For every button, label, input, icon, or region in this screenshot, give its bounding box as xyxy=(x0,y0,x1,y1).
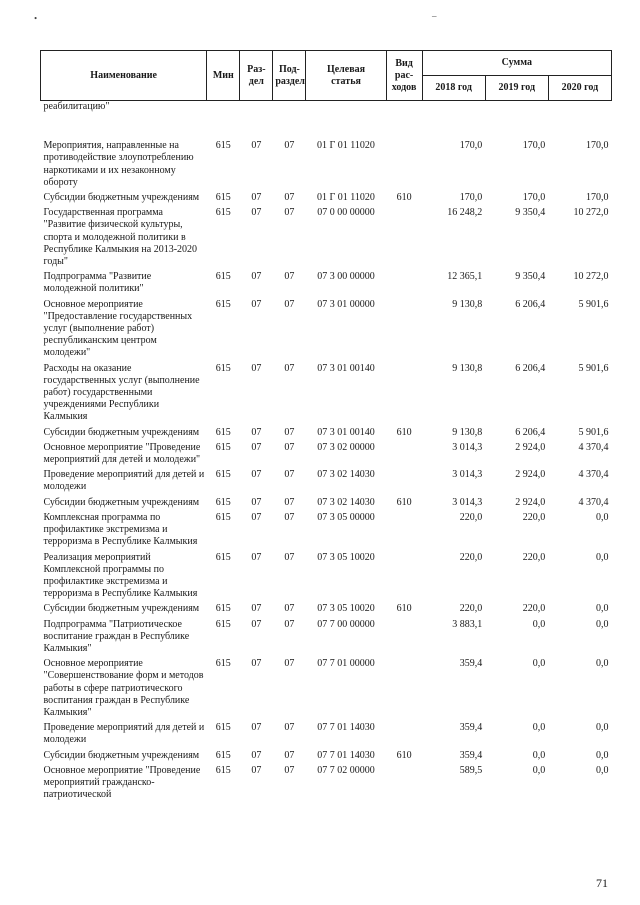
row-razdel: 07 xyxy=(251,749,262,761)
row-razdel: 07 xyxy=(251,551,262,563)
table-row xyxy=(41,657,612,721)
row-name: Основное мероприятие "Предоставление государственных услуг (выполнение работ) республиканским центром молодежи" xyxy=(43,298,193,359)
row-vid xyxy=(386,468,422,495)
row-sum-2018: 359,4 xyxy=(459,722,483,734)
row-sum-2018: 220,0 xyxy=(459,551,483,563)
row-sum-2019: 220,0 xyxy=(522,603,546,615)
row-razdel: 07 xyxy=(251,271,262,283)
row-celevaya: 01 Г 01 11020 xyxy=(317,192,375,204)
row-min: 615 xyxy=(215,511,231,523)
row-vid: 610 xyxy=(396,192,412,204)
row-sum-2020: 0,0 xyxy=(596,749,609,761)
row-sum-2020: 10 272,0 xyxy=(573,207,609,219)
row-sum-2020: 0,0 xyxy=(596,551,609,563)
table-row xyxy=(41,468,612,495)
row-sum-2020: 5 901,6 xyxy=(578,426,609,438)
row-celevaya: 07 3 02 00000 xyxy=(317,441,375,453)
row-celevaya: 07 7 02 00000 xyxy=(317,764,375,776)
row-min: 615 xyxy=(215,362,231,374)
row-name: Основное мероприятие "Проведение мероприятий гражданско-патриотической xyxy=(43,764,201,801)
row-vid xyxy=(386,139,422,191)
row-podrazdel: 07 xyxy=(284,658,295,670)
row-sum-2018: 9 130,8 xyxy=(452,426,483,438)
row-celevaya: 07 3 01 00000 xyxy=(317,298,375,310)
row-sum-2020: 0,0 xyxy=(596,658,609,670)
row-celevaya: 07 7 01 00000 xyxy=(317,658,375,670)
row-vid xyxy=(386,441,422,468)
row-sum-2019: 6 206,4 xyxy=(515,298,546,310)
header-razdel: Раз- дел xyxy=(240,51,273,101)
row-celevaya: 07 7 01 14030 xyxy=(317,749,375,761)
row-razdel: 07 xyxy=(251,618,262,630)
row-sum-2020: 0,0 xyxy=(596,618,609,630)
row-vid xyxy=(386,657,422,721)
table-row xyxy=(41,721,612,748)
row-sum-2018: 170,0 xyxy=(459,140,483,152)
row-name: Комплексная программа по профилактике экстремизма и терроризма в Республике Калмыкия xyxy=(43,511,198,548)
row-vid xyxy=(386,298,422,362)
header-2020: 2020 год xyxy=(548,76,611,101)
table-row xyxy=(41,298,612,362)
row-name: Субсидии бюджетным учреждениям xyxy=(43,426,200,438)
header-2019: 2019 год xyxy=(485,76,548,101)
row-sum-2018: 12 365,1 xyxy=(447,271,483,283)
header-name: Наименование xyxy=(41,51,207,101)
row-min: 615 xyxy=(215,140,231,152)
row-podrazdel: 07 xyxy=(284,551,295,563)
row-podrazdel: 07 xyxy=(284,441,295,453)
row-sum-2019: 6 206,4 xyxy=(515,362,546,374)
row-name: Расходы на оказание государственных услуг (выполнение работ) государственными учреждениями Республики Калмыкия xyxy=(43,362,200,423)
row-vid xyxy=(386,618,422,658)
row-razdel: 07 xyxy=(251,496,262,508)
row-sum-2018: 170,0 xyxy=(459,192,483,204)
row-min: 615 xyxy=(215,496,231,508)
row-sum-2019: 220,0 xyxy=(522,511,546,523)
row-sum-2019: 6 206,4 xyxy=(515,426,546,438)
row-razdel: 07 xyxy=(251,298,262,310)
row-podrazdel: 07 xyxy=(284,207,295,219)
row-min: 615 xyxy=(215,749,231,761)
row-sum-2018: 589,5 xyxy=(459,764,483,776)
row-vid xyxy=(386,270,422,297)
row-sum-2020: 170,0 xyxy=(586,192,609,204)
row-vid: 610 xyxy=(396,496,412,508)
row-sum-2020: 10 272,0 xyxy=(573,271,609,283)
row-sum-2020: 4 370,4 xyxy=(578,441,609,453)
row-celevaya: 07 3 00 00000 xyxy=(317,271,375,283)
row-celevaya: 07 3 01 00140 xyxy=(317,426,375,438)
scan-dash: – xyxy=(432,11,437,21)
row-min: 615 xyxy=(215,658,231,670)
row-min: 615 xyxy=(215,207,231,219)
table-row xyxy=(41,496,612,511)
row-vid xyxy=(386,362,422,426)
row-sum-2020: 5 901,6 xyxy=(578,298,609,310)
row-podrazdel: 07 xyxy=(284,469,295,481)
row-sum-2019: 0,0 xyxy=(532,618,546,630)
row-vid xyxy=(386,551,422,603)
row-name: Основное мероприятие "Проведение мероприятий для детей и молодежи" xyxy=(43,441,201,466)
row-podrazdel: 07 xyxy=(284,362,295,374)
row-sum-2020: 4 370,4 xyxy=(578,496,609,508)
row-sum-2018: 3 014,3 xyxy=(452,469,483,481)
row-podrazdel: 07 xyxy=(284,511,295,523)
row-vid xyxy=(386,206,422,270)
row-min: 615 xyxy=(215,426,231,438)
row-razdel: 07 xyxy=(251,192,262,204)
row-podrazdel: 07 xyxy=(284,496,295,508)
row-name: Подпрограмма "Развитие молодежной политики" xyxy=(43,271,152,295)
table-body xyxy=(41,101,612,804)
row-sum-2020: 170,0 xyxy=(586,140,609,152)
row-vid xyxy=(386,721,422,748)
row-razdel: 07 xyxy=(251,362,262,374)
header-summa: Сумма xyxy=(422,51,611,76)
row-min: 615 xyxy=(215,298,231,310)
row-name: Подпрограмма "Патриотическое воспитание граждан в Республике Калмыкия" xyxy=(43,618,190,654)
row-celevaya: 07 3 05 10020 xyxy=(317,603,375,615)
row-sum-2019: 9 350,4 xyxy=(515,271,546,283)
row-celevaya: 07 7 01 14030 xyxy=(317,722,375,734)
row-min: 615 xyxy=(215,441,231,453)
row-podrazdel: 07 xyxy=(284,271,295,283)
row-podrazdel: 07 xyxy=(284,722,295,734)
row-name: Проведение мероприятий для детей и молодежи xyxy=(43,469,205,493)
row-celevaya: 07 3 01 00140 xyxy=(317,362,375,374)
row-sum-2018: 3 883,1 xyxy=(452,618,483,630)
carry-over-text: реабилитацию" xyxy=(43,101,110,112)
row-celevaya: 07 7 00 00000 xyxy=(317,618,375,630)
row-min: 615 xyxy=(215,271,231,283)
row-razdel: 07 xyxy=(251,603,262,615)
row-celevaya: 07 3 02 14030 xyxy=(317,469,375,481)
row-celevaya: 01 Г 01 11020 xyxy=(317,140,375,152)
page-number: 71 xyxy=(596,876,608,890)
row-sum-2018: 220,0 xyxy=(459,603,483,615)
row-name: Мероприятия, направленные на противодействие злоупотреблению наркотиками и их незаконному обороту xyxy=(43,140,194,188)
row-razdel: 07 xyxy=(251,469,262,481)
row-razdel: 07 xyxy=(251,722,262,734)
row-podrazdel: 07 xyxy=(284,192,295,204)
header-podrazdel: Под- раздел xyxy=(273,51,306,101)
row-razdel: 07 xyxy=(251,426,262,438)
row-min: 615 xyxy=(215,469,231,481)
row-podrazdel: 07 xyxy=(284,618,295,630)
header-min: Мин xyxy=(207,51,240,101)
row-sum-2019: 0,0 xyxy=(532,764,546,776)
table-row xyxy=(41,362,612,426)
row-podrazdel: 07 xyxy=(284,603,295,615)
row-sum-2019: 2 924,0 xyxy=(515,441,546,453)
row-razdel: 07 xyxy=(251,764,262,776)
row-name: Проведение мероприятий для детей и молодежи xyxy=(43,722,205,746)
row-celevaya: 07 3 02 14030 xyxy=(317,496,375,508)
row-sum-2019: 0,0 xyxy=(532,722,546,734)
row-sum-2018: 16 248,2 xyxy=(447,207,483,219)
row-vid xyxy=(386,764,422,804)
row-podrazdel: 07 xyxy=(284,140,295,152)
table-row xyxy=(41,191,612,206)
row-sum-2020: 0,0 xyxy=(596,511,609,523)
row-razdel: 07 xyxy=(251,511,262,523)
row-sum-2020: 4 370,4 xyxy=(578,469,609,481)
header-celevaya: Целевая статья xyxy=(306,51,386,101)
row-min: 615 xyxy=(215,722,231,734)
table-row xyxy=(41,764,612,804)
row-sum-2018: 3 014,3 xyxy=(452,496,483,508)
table-row xyxy=(41,618,612,658)
row-vid: 610 xyxy=(396,749,412,761)
row-sum-2018: 220,0 xyxy=(459,511,483,523)
carry-over-row xyxy=(41,101,612,140)
row-razdel: 07 xyxy=(251,658,262,670)
scan-mark: • xyxy=(32,12,39,24)
table-row xyxy=(41,511,612,551)
row-sum-2019: 2 924,0 xyxy=(515,469,546,481)
row-vid: 610 xyxy=(396,603,412,615)
header-vid: Вид рас- ходов xyxy=(386,51,422,101)
row-sum-2018: 359,4 xyxy=(459,658,483,670)
table-row xyxy=(41,270,612,297)
row-sum-2020: 0,0 xyxy=(596,603,609,615)
header-2018: 2018 год xyxy=(422,76,485,101)
table-header xyxy=(41,51,612,101)
row-sum-2019: 2 924,0 xyxy=(515,496,546,508)
row-name: Субсидии бюджетным учреждениям xyxy=(43,603,200,615)
row-sum-2019: 170,0 xyxy=(522,192,546,204)
row-razdel: 07 xyxy=(251,441,262,453)
budget-table xyxy=(40,50,612,803)
row-sum-2019: 0,0 xyxy=(532,749,546,761)
row-celevaya: 07 0 00 00000 xyxy=(317,207,375,219)
row-sum-2020: 0,0 xyxy=(596,764,609,776)
row-sum-2019: 220,0 xyxy=(522,551,546,563)
row-name: Субсидии бюджетным учреждениям xyxy=(43,192,200,204)
row-sum-2018: 9 130,8 xyxy=(452,298,483,310)
row-name: Основное мероприятие "Совершенствование форм и методов работы в сфере патриотического воспитания граждан в Республике Калмыкия" xyxy=(43,658,204,718)
row-vid: 610 xyxy=(396,426,412,438)
row-min: 615 xyxy=(215,192,231,204)
row-podrazdel: 07 xyxy=(284,426,295,438)
row-name: Субсидии бюджетным учреждениям xyxy=(43,496,200,508)
table-row xyxy=(41,426,612,441)
table-row xyxy=(41,602,612,617)
row-podrazdel: 07 xyxy=(284,749,295,761)
row-razdel: 07 xyxy=(251,207,262,219)
row-sum-2018: 3 014,3 xyxy=(452,441,483,453)
row-vid xyxy=(386,511,422,551)
row-sum-2018: 9 130,8 xyxy=(452,362,483,374)
table-row xyxy=(41,206,612,270)
row-min: 615 xyxy=(215,618,231,630)
row-sum-2019: 170,0 xyxy=(522,140,546,152)
table-row xyxy=(41,441,612,468)
row-celevaya: 07 3 05 10020 xyxy=(317,551,375,563)
row-razdel: 07 xyxy=(251,140,262,152)
row-podrazdel: 07 xyxy=(284,764,295,776)
row-name: Субсидии бюджетным учреждениям xyxy=(43,749,200,761)
row-min: 615 xyxy=(215,551,231,563)
row-sum-2019: 0,0 xyxy=(532,658,546,670)
row-podrazdel: 07 xyxy=(284,298,295,310)
row-sum-2019: 9 350,4 xyxy=(515,207,546,219)
row-celevaya: 07 3 05 00000 xyxy=(317,511,375,523)
table-row xyxy=(41,749,612,764)
row-sum-2018: 359,4 xyxy=(459,749,483,761)
row-sum-2020: 5 901,6 xyxy=(578,362,609,374)
row-sum-2020: 0,0 xyxy=(596,722,609,734)
row-name: Государственная программа "Развитие физической культуры, спорта и молодежной политики в Республике Калмыкия на 2013-2020 годы" xyxy=(43,207,198,268)
table-row xyxy=(41,551,612,603)
row-min: 615 xyxy=(215,764,231,776)
table-row xyxy=(41,139,612,191)
row-min: 615 xyxy=(215,603,231,615)
row-name: Реализация мероприятий Комплексной программы по профилактике экстремизма и терроризма в Республике Калмыкия xyxy=(43,551,198,600)
